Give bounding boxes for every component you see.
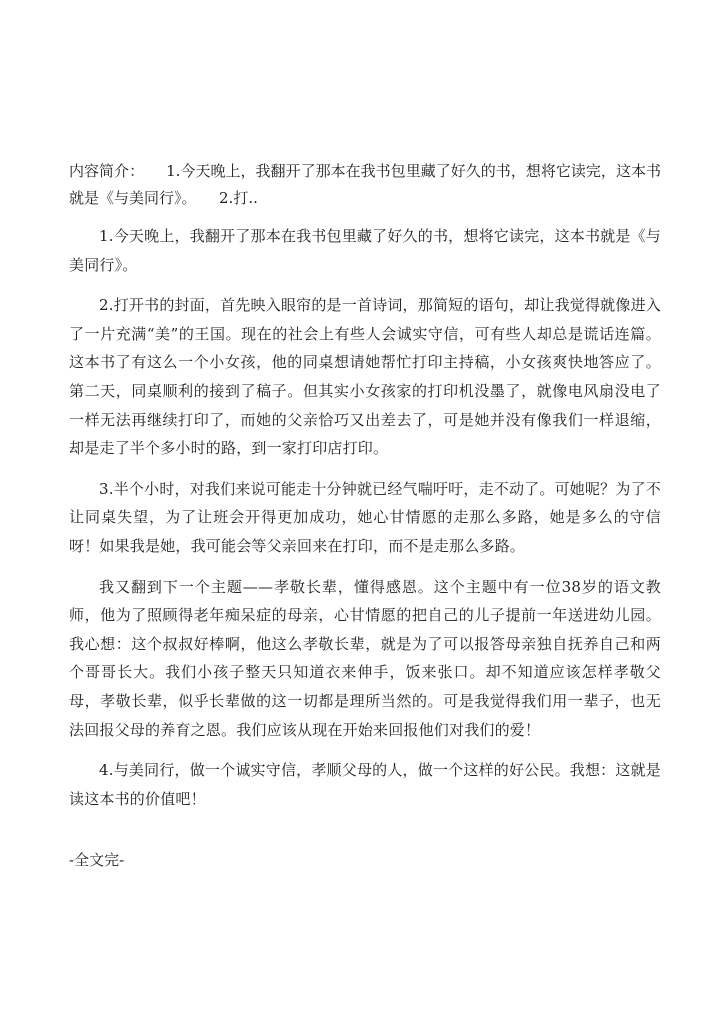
paragraph-1: 1.今天晚上，我翻开了那本在我书包里藏了好久的书，想将它读完，这本书就是《与美同行》。: [69, 227, 661, 274]
end-marker: -全文完-: [69, 851, 125, 869]
summary-label: 内容简介：: [69, 162, 145, 180]
paragraph-3: 3.半个小时，对我们来说可能走十分钟就已经气喘吁吁，走不动了。可她呢？为了不让同桌失望，为了让班会开得更加成功，她心甘情愿的走那么多路，她是多么的守信呀！如果我是她，我可能会等父亲回来在打印，而不是走那么多路。: [69, 479, 661, 555]
summary-text: 1.今天晚上，我翻开了那本在我书包里藏了好久的书，想将它读完，这本书就是《与美同行》。 2.打..: [69, 162, 661, 207]
paragraph-5: 4.与美同行，做一个诚实守信，孝顺父母的人，做一个这样的好公民。我想：这就是读这本书的价值吧！: [69, 761, 661, 808]
paragraph-2: 2.打开书的封面，首先映入眼帘的是一首诗词，那简短的语句，却让我觉得就像进入了一片充满“美”的王国。现在的社会上有些人会诚实守信，可有些人却总是谎话连篇。这本书了有这么一个小女孩，他的同桌想请她帮忙打印主持稿，小女孩爽快地答应了。第二天，同桌顺利的接到了稿子。但其实小女孩家的打印机没墨了，就像电风扇没电了一样无法再继续打印了，而她的父亲恰巧又出差去了，可是她并没有像我们一样退缩，却是走了半个多小时的路，到一家打印店打印。: [69, 296, 661, 458]
article-body: [69, 222, 661, 825]
paragraph-4: 我又翻到下一个主题——孝敬长辈，懂得感恩。这个主题中有一位38岁的语文教师，他为了照顾得老年痴呆症的母亲，心甘情愿的把自己的儿子提前一年送进幼儿园。我心想：这个叔叔好棒啊，他这么孝敬长辈，就是为了可以报答母亲独自抚养自己和两个哥哥长大。我们小孩子整天只知道衣来伸手，饭来张口。却不知道应该怎样孝敬父母，孝敬长辈，似乎长辈做的这一切都是理所当然的。可是我觉得我们用一辈子，也无法回报父母的养育之恩。我们应该从现在开始来回报他们对我们的爱！: [69, 577, 661, 739]
content-summary: [69, 158, 661, 212]
